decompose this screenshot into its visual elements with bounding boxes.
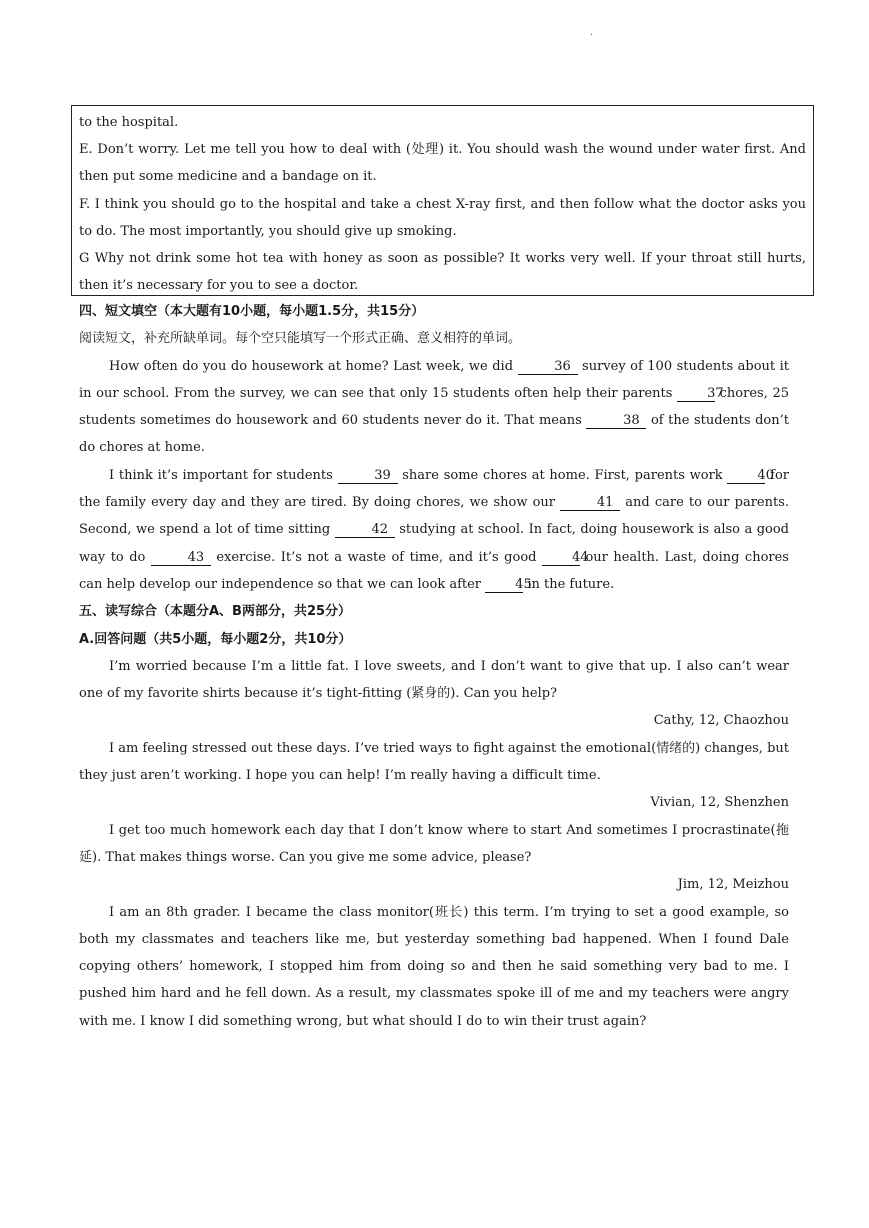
letter-vivian: I am feeling stressed out these days. I’ve tried ways to fight against the emotional(情绪的) changes, but they just aren’t working. I hope you can help! I’m really having a difficult time. <box>79 740 789 784</box>
section4-heading: 四、短文填空（本大题有10小题，每小题1.5分，共15分） <box>79 304 425 319</box>
blank-45: 45 <box>485 578 523 593</box>
passage-text: share some chores at home. First, parents work <box>402 467 723 483</box>
blank-37: 37 <box>677 387 715 402</box>
passage-text: survey of 100 students about it in our school. From the survey, we can see that only 15 students often help their parents <box>79 358 790 401</box>
blank-43: 43 <box>151 551 211 566</box>
signature-jim: Jim, 12, Meizhou <box>677 877 789 893</box>
blank-36: 36 <box>518 360 578 375</box>
option-g: G Why not drink some hot tea with honey as soon as possible? It works very well. If your throat still hurts, then it’s necessary for you to see a doctor. <box>79 251 806 294</box>
blank-44: 44 <box>542 551 580 566</box>
blank-42: 42 <box>335 523 395 538</box>
passage-paragraph-2 <box>79 462 789 598</box>
section4-instruction: 阅读短文，补充所缺单词。每个空只能填写一个形式正确、意义相符的单词。 <box>79 331 522 347</box>
top-dot-mark: · <box>590 30 594 41</box>
passage-text: for the family every day and they are tired. By doing chores, we show our <box>79 467 790 511</box>
passage-text: chores, 25 students sometimes do housework and 60 students never do it. That means <box>79 385 789 429</box>
blank-39: 39 <box>338 469 398 484</box>
letter-jim: I get too much homework each day that I don’t know where to start And sometimes I procrastinate(拖延). That makes things worse. Can you give me some advice, please? <box>79 822 789 865</box>
options-box <box>71 105 814 296</box>
passage-text: How often do you do housework at home? Last week, we did <box>109 358 514 374</box>
signature-cathy: Cathy, 12, Chaozhou <box>653 713 789 729</box>
passage-text: studying at school. In fact, doing housework is also a good way to do <box>79 522 789 565</box>
passage-text: and care to our parents. Second, we spend a lot of time sitting <box>79 495 789 538</box>
letter-cathy: I’m worried because I’m a little fat. I love sweets, and I don’t want to give that up. I also can’t wear one of my favorite shirts because it’s tight-fitting (紧身的). Can you help? <box>79 658 789 702</box>
passage-paragraph-1 <box>79 353 789 462</box>
passage-text: of the students don’t do chores at home. <box>79 413 789 456</box>
option-f: F. I think you should go to the hospital and take a chest X-ray first, and then follow what the doctor asks you to do. The most importantly, you should give up smoking. <box>79 196 806 239</box>
passage-text: I think it’s important for students <box>109 467 333 483</box>
main-content <box>79 298 789 1035</box>
letter-monitor: I am an 8th grader. I became the class monitor(班长) this term. I’m trying to set a good example, so both my classmates and teachers like me, but yesterday something bad happened. When I found Dale copying others’ homework, I stopped him from doing so and then he said something very bad to me. I pushed him hard and he fell down. As a result, my classmates spoke ill of me and my teachers were angry with me. I know I did something wrong, but what should I do to win their trust again? <box>79 904 789 1029</box>
section5-heading: 五、读写综合（本题分A、B两部分，共25分） <box>79 604 352 620</box>
signature-vivian: Vivian, 12, Shenzhen <box>650 795 789 811</box>
passage-text: in the future. <box>527 576 615 592</box>
blank-38: 38 <box>586 414 646 429</box>
passage-text: exercise. It’s not a waste of time, and it’s good <box>216 549 537 565</box>
option-line: to the hospital. <box>79 115 179 130</box>
blank-41: 41 <box>560 496 620 511</box>
blank-40: 40 <box>727 469 765 484</box>
section5-sub-heading: A.回答问题（共5小题，每小题2分，共10分） <box>79 631 352 647</box>
option-e: E. Don’t worry. Let me tell you how to deal with (处理) it. You should wash the wound under water first. And then put some medicine and a bandage on it. <box>79 142 806 185</box>
passage-text: our health. Last, doing chores can help develop our independence so that we can look after <box>79 549 789 592</box>
